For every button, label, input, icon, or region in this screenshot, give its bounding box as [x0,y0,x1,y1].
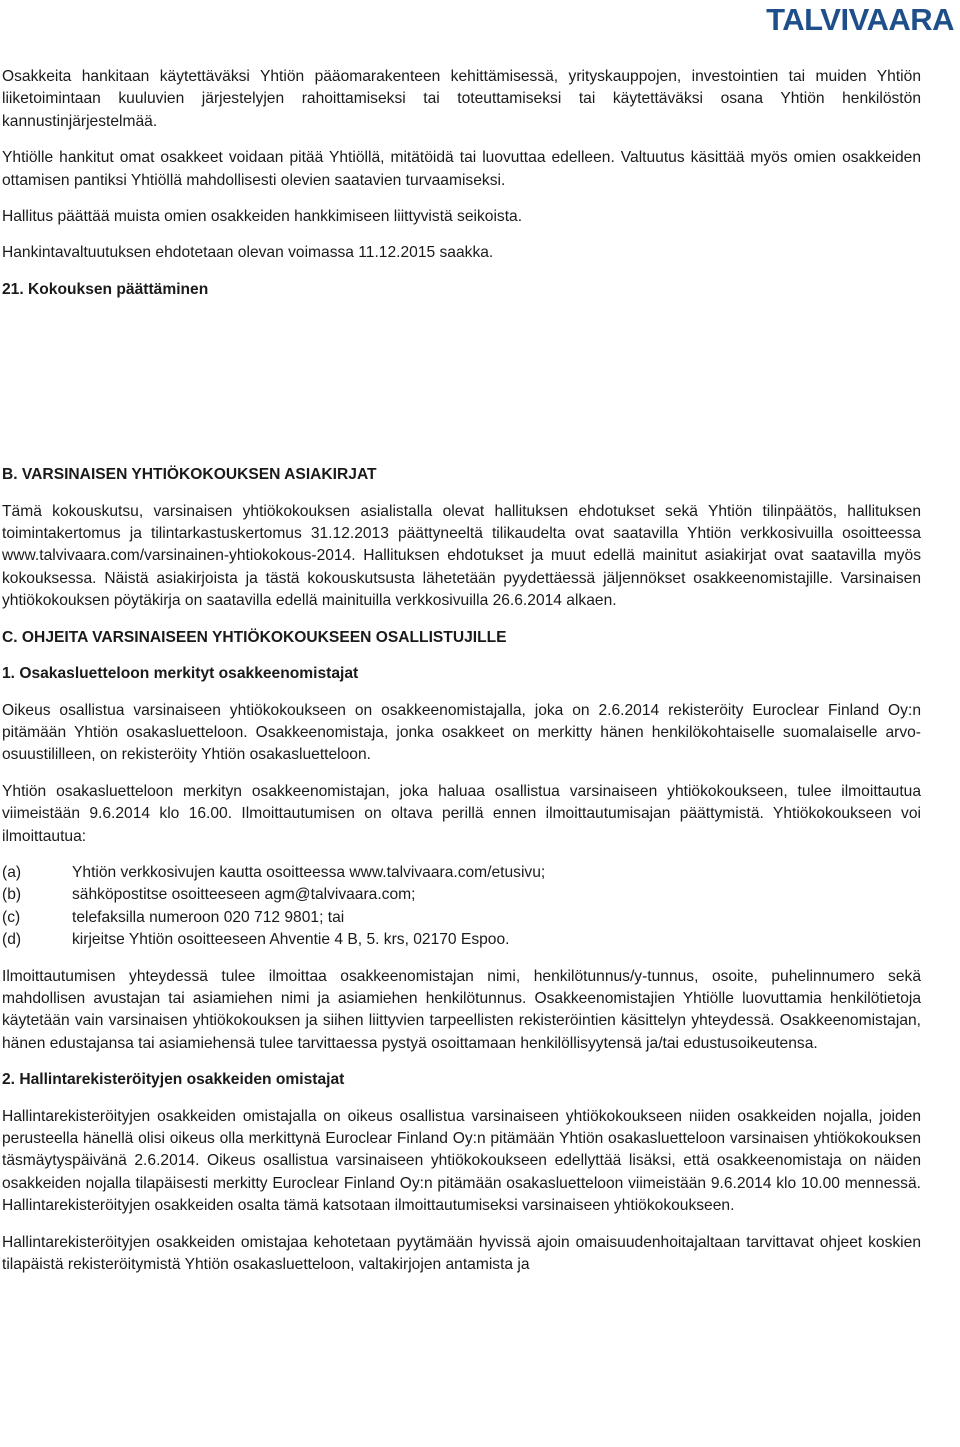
list-item [2,929,921,951]
heading-section-b: B. VARSINAISEN YHTIÖKOKOUKSEN ASIAKIRJAT [2,466,377,484]
paragraph-nominee-rights: Hallintarekisteröityjen osakkeiden omistajalla on oikeus osallistua varsinaiseen yhtiökokoukseen niiden osakkeiden nojalla, joiden perusteella hänellä olisi oikeus olla merkittynä Euroclear Finland Oy:n pitämään Yhtiön osakasluetteloon varsinaisen yhtiökokouksen täsmäytyspäivänä 2.6.2014. Oikeus osallistua varsinaiseen yhtiökokoukseen edellyttää lisäksi, että osakkeenomistaja on näiden osakkeiden nojalla tilapäisesti merkitty Euroclear Finland Oy:n pitämään osakasluetteloon viimeistään 9.6.2014 klo 10.00 mennessä. Hallintarekisteröityjen osakkeiden osalta tämä katsotaan ilmoittautumiseksi varsinaiseen yhtiökokoukseen. [2,1107,921,1215]
list-marker: (c) [2,908,21,926]
heading-shareholders-register: 1. Osakasluetteloon merkityt osakkeenomistajat [2,665,359,683]
list-text: sähköpostitse osoitteeseen agm@talvivaara.com; [72,886,416,904]
list-item [2,862,921,884]
paragraph-own-shares: Yhtiölle hankitut omat osakkeet voidaan pitää Yhtiöllä, mitätöidä tai luovuttaa edelleen. Valtuutus käsittää myös omien osakkeiden ottamisen pantiksi Yhtiöllä mahdollisesti olevien saatavien turvaamiseksi. [2,149,921,189]
heading-nominee-registered: 2. Hallintarekisteröityjen osakkeiden omistajat [2,1071,345,1089]
heading-21: 21. Kokouksen päättäminen [2,280,209,298]
list-marker: (d) [2,931,22,949]
paragraph-authorization-validity: Hankintavaltuutuksen ehdotetaan olevan voimassa 11.12.2015 saakka. [2,244,494,262]
list-text: Yhtiön verkkosivujen kautta osoitteessa www.talvivaara.com/etusivu; [72,863,546,881]
list-item [2,907,921,929]
document-body [2,66,921,1276]
paragraph-nominee-instructions: Hallintarekisteröityjen osakkeiden omistajaa kehotetaan pyytämään hyvissä ajoin omaisuudenhoitajaltaan tarvittavat ohjeet koskien tilapäistä rekisteröitymistä Yhtiön osakasluetteloon, valtakirjojen antamista ja [2,1233,921,1274]
heading-section-c: C. OHJEITA VARSINAISEEN YHTIÖKOKOUKSEEN OSALLISTUJILLE [2,628,507,646]
list-marker: (b) [2,886,22,904]
list-marker: (a) [2,863,22,881]
paragraph-share-use: Osakkeita hankitaan käytettäväksi Yhtiön pääomarakenteen kehittämisessä, yrityskauppojen, investointien tai muiden Yhtiön liiketoimintaan kuuluvien järjestelyjen rahoittamiseksi tai toteuttamiseksi tai käytettäväksi osana Yhtiön henkilöstön kannustinjärjestelmää. [2,68,921,130]
registration-methods-list [2,862,921,952]
paragraph-right-to-attend: Oikeus osallistua varsinaiseen yhtiökokoukseen on osakkeenomistajalla, joka on 2.6.2014 rekisteröity Euroclear Finland Oy:n pitämään Yhtiön osakasluetteloon. Osakkeenomistaja, jonka osakkeet on merkitty hänen henkilökohtaiselle suomalaiselle arvo-osuustililleen, on rekisteröity Yhtiön osakasluetteloon. [2,701,921,764]
paragraph-documents: Tämä kokouskutsu, varsinaisen yhtiökokouksen asialistalla olevat hallituksen ehdotukset sekä Yhtiön tilinpäätös, hallituksen toimintakertomus ja tilintarkastuskertomus 31.12.2013 päättyneeltä tilikaudelta ovat saatavilla Yhtiön verkkosivuilla osoitteessa www.talvivaara.com/varsinainen-yhtiokokous-2014. Hallituksen ehdotukset ja muut edellä mainitut asiakirjat ovat saatavilla myös kokouksessa. Näistä asiakirjoista ja tästä kokouskutsusta lähetetään pyydettäessä jäljennökset osakkeenomistajille. Varsinaisen yhtiökokouksen pöytäkirja on saatavilla edellä mainituilla verkkosivuilla 26.6.2014 alkaen. [2,502,921,610]
company-logo: TALVIVAARA [766,2,954,37]
list-text: telefaksilla numeroon 020 712 9801; tai [72,908,345,926]
list-text: kirjeitse Yhtiön osoitteeseen Ahventie 4 B, 5. krs, 02170 Espoo. [72,931,510,949]
list-item [2,884,921,906]
paragraph-registration: Yhtiön osakasluetteloon merkityn osakkeenomistajan, joka haluaa osallistua varsinaiseen yhtiökokoukseen, tulee ilmoittautua viimeistään 9.6.2014 klo 16.00. Ilmoittautumisen on oltava perillä ennen ilmoittautumisajan päättymistä. Yhtiökokoukseen voi ilmoittautua: [2,782,921,845]
paragraph-registration-details: Ilmoittautumisen yhteydessä tulee ilmoittaa osakkeenomistajan nimi, henkilötunnus/y-tunnus, osoite, puhelinnumero sekä mahdollisen avustajan tai asiamiehen nimi ja asiamiehen henkilötunnus. Osakkeenomistajien Yhtiölle luovuttamia henkilötietoja käytetään vain varsinaisen yhtiökokouksen ja siihen liittyvien tarpeellisten rekisteröintien käsittelyn yhteydessä. Osakkeenomistajan, hänen edustajansa tai asiamiehensä tulee tarvittaessa pystyä osoittamaan henkilöllisyytensä ja/tai edustusoikeutensa. [2,967,921,1052]
paragraph-board-decides: Hallitus päättää muista omien osakkeiden hankkimiseen liittyvistä seikoista. [2,208,523,226]
